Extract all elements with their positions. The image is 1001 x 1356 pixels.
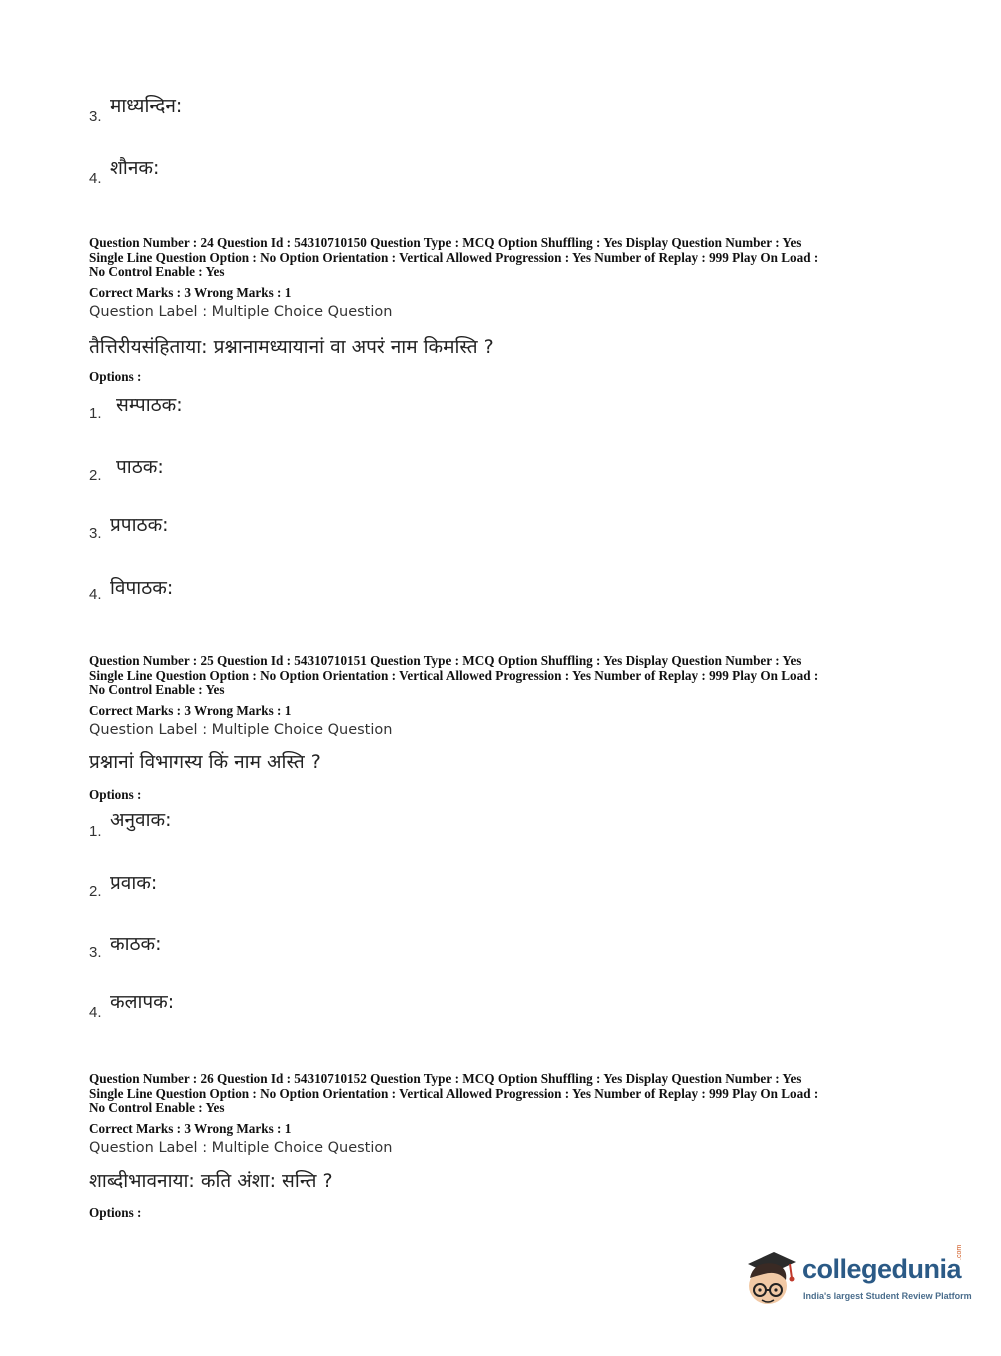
option-text: शौनक: [110, 157, 160, 179]
option-number: 4. [89, 586, 102, 603]
meta-line: Question Number : 26 Question Id : 54310710152 Question Type : MCQ Option Shuffling : Yes Display Question Number : Yes [89, 1071, 802, 1086]
options-label: Options : [89, 1205, 142, 1220]
option-text: माध्यन्दिन: [110, 95, 183, 117]
option-number: 2. [89, 467, 102, 484]
options-label: Options : [89, 369, 142, 384]
meta-line: No Control Enable : Yes [89, 264, 225, 280]
mascot-icon [740, 1248, 802, 1310]
option-text: प्रवाक: [110, 872, 158, 894]
meta-line: Question Number : 25 Question Id : 54310710151 Question Type : MCQ Option Shuffling : Yes Display Question Number : Yes [89, 653, 802, 668]
question-text: शाब्दीभावनाया: कति अंशा: सन्ति ? [89, 1170, 333, 1192]
option-number: 3. [89, 525, 102, 542]
meta-line: Single Line Question Option : No Option Orientation : Vertical Allowed Progression : Yes Number of Replay : 999 Play On Load : [89, 1085, 819, 1101]
option-number: 2. [89, 883, 102, 900]
question-meta [89, 236, 919, 280]
collegedunia-logo [740, 1244, 972, 1312]
option-text: काठक: [110, 933, 162, 955]
question-meta [89, 654, 919, 698]
question-label: Question Label : Multiple Choice Question [89, 722, 393, 738]
option-number: 1. [89, 823, 102, 840]
question-label: Question Label : Multiple Choice Question [89, 304, 393, 320]
option-text: सम्पाठक: [116, 394, 183, 416]
logo-tagline: India's largest Student Review Platform [803, 1291, 972, 1301]
option-text: विपाठक: [110, 577, 174, 599]
meta-line: No Control Enable : Yes [89, 1100, 225, 1116]
logo-wordmark: collegedunia [802, 1254, 962, 1284]
option-text: पाठक: [116, 456, 164, 478]
option-number: 3. [89, 108, 102, 125]
option-number: 3. [89, 944, 102, 961]
question-marks: Correct Marks : 3 Wrong Marks : 1 [89, 1121, 292, 1136]
meta-line: Question Number : 24 Question Id : 54310710150 Question Type : MCQ Option Shuffling : Yes Display Question Number : Yes [89, 235, 802, 250]
meta-line: Single Line Question Option : No Option Orientation : Vertical Allowed Progression : Yes Number of Replay : 999 Play On Load : [89, 667, 819, 683]
logo-domain: .com [956, 1244, 963, 1260]
meta-line: No Control Enable : Yes [89, 682, 225, 698]
question-text: तैत्तिरीयसंहिताया: प्रश्नानामध्यायानां वा अपरं नाम किमस्ति ? [89, 336, 494, 358]
question-meta [89, 1072, 919, 1116]
question-text: प्रश्नानां विभागस्य किं नाम अस्ति ? [89, 751, 321, 773]
question-marks: Correct Marks : 3 Wrong Marks : 1 [89, 703, 292, 718]
option-number: 4. [89, 170, 102, 187]
options-label: Options : [89, 787, 142, 802]
option-number: 1. [89, 405, 102, 422]
question-marks: Correct Marks : 3 Wrong Marks : 1 [89, 285, 292, 300]
option-number: 4. [89, 1004, 102, 1021]
meta-line: Single Line Question Option : No Option Orientation : Vertical Allowed Progression : Yes Number of Replay : 999 Play On Load : [89, 249, 819, 265]
option-text: कलापक: [110, 991, 175, 1013]
option-text: अनुवाक: [110, 809, 172, 831]
question-label: Question Label : Multiple Choice Question [89, 1140, 393, 1156]
option-text: प्रपाठक: [110, 514, 169, 536]
